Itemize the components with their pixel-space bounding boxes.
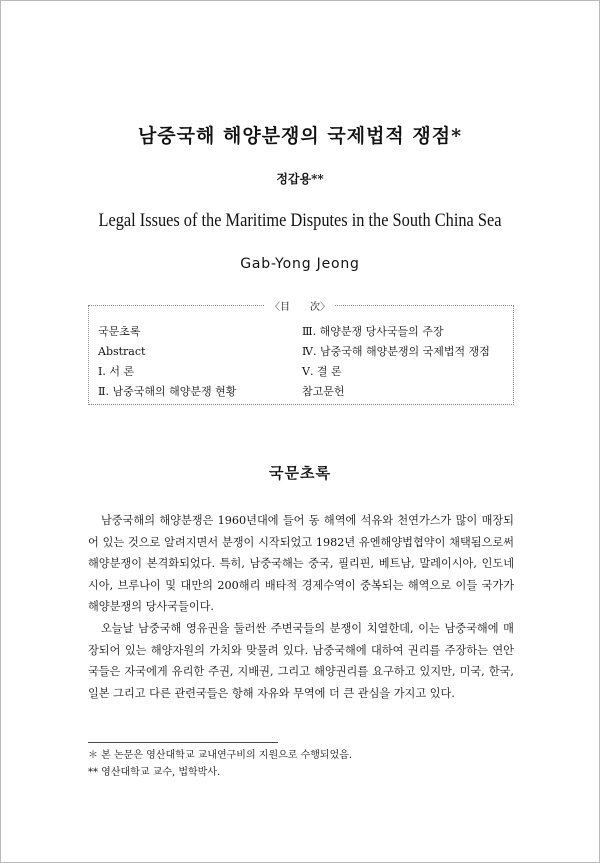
table-of-contents-label: 〈目 次〉 <box>0 298 600 313</box>
footnotes <box>88 747 352 781</box>
paper-title-korean: 남중국해 해양분쟁의 국제법적 쟁점* <box>137 125 463 147</box>
toc-item: Ⅰ. 서 론 <box>98 365 135 378</box>
abstract-paragraph: 오늘날 남중국해 영유권을 둘러싼 주변국들의 분쟁이 치열한데, 이는 남중국해에 매장되어 있는 해양자원의 가치와 맞물려 있다. 남중국해에 대하여 권리를 주장하는 연안국들은 자국에게 유리한 주권, 지배권, 그리고 해양권리를 요구하고 있지만, 미국, 한국, 일본 그리고 다른 관련국들은 항해 자유와 무역에 더 큰 관심을 가지고 있다. <box>88 621 514 700</box>
footnote: ** 영산대학교 교수, 법학박사. <box>88 767 221 778</box>
author-name-korean: 정갑용** <box>276 172 324 186</box>
footnote: ＊ 본 논문은 영산대학교 교내연구비의 지원으로 수행되었음. <box>88 750 353 761</box>
toc-item: 참고문헌 <box>302 385 345 398</box>
toc-item: 국문초록 <box>98 325 141 338</box>
footnote-divider <box>88 742 278 743</box>
toc-item: Ⅳ. 남중국해 해양분쟁의 국제법적 쟁점 <box>302 345 490 358</box>
author-name-english: Gab-Yong Jeong <box>240 256 360 272</box>
toc-item: Abstract <box>98 345 146 358</box>
abstract-body <box>88 510 514 704</box>
section-heading-abstract: 국문초록 <box>269 464 331 482</box>
toc-item: Ⅴ. 결 론 <box>302 365 342 378</box>
abstract-paragraph: 남중국해의 해양분쟁은 1960년대에 들어 동 해역에 석유와 천연가스가 많이 매장되어 있는 것으로 알려지면서 분쟁이 시작되었고 1982년 유엔해양법협약이 채택됨으로써 해양분쟁이 본격화되었다. 특히, 남중국해는 중국, 필리핀, 베트남, 말레이시아, 인도네시아, 브루나이 및 대만의 200해리 배타적 경제수역이 중복되는 해역으로 이들 국가가 해양분쟁의 당사국들이다. <box>88 514 514 614</box>
toc-left-column <box>98 322 236 402</box>
toc-right-column <box>302 322 490 402</box>
toc-item: Ⅲ. 해양분쟁 당사국들의 주장 <box>302 325 444 338</box>
paper-title-english: Legal Issues of the Maritime Disputes in the South China Sea <box>98 210 502 231</box>
toc-item: Ⅱ. 남중국해의 해양분쟁 현황 <box>98 385 237 398</box>
